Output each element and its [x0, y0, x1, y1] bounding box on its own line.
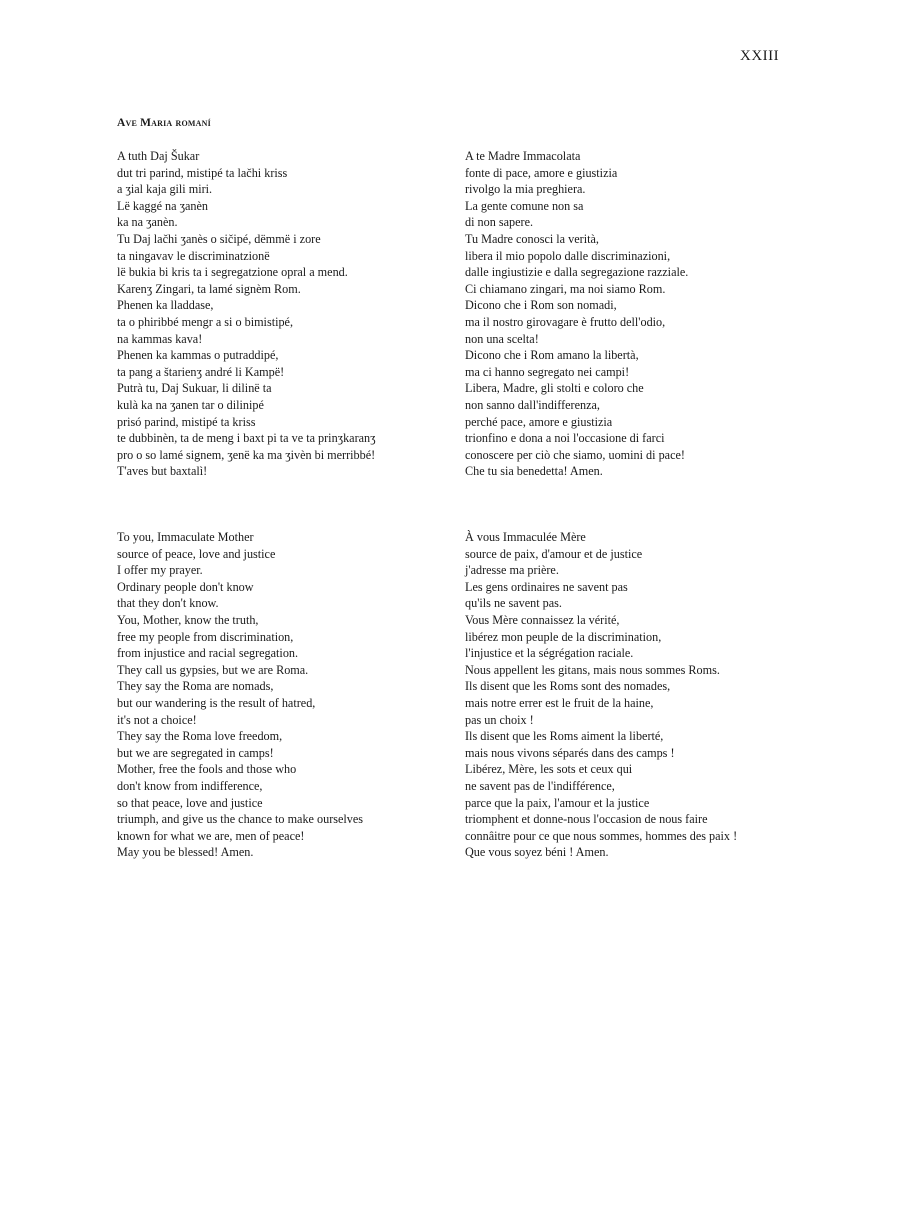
poem-line: trionfino e dona a noi l'occasione di farci: [465, 431, 665, 446]
poem-romani: [117, 148, 376, 480]
poem-line: connâitre pour ce que nous sommes, hommes des paix !: [465, 828, 738, 843]
page-number: XXIII: [740, 48, 780, 64]
poem-line: triomphent et donne-nous l'occasion de nous faire: [465, 812, 708, 827]
poem-line: Libera, Madre, gli stolti e coloro che: [465, 381, 644, 396]
poem-line: A tuth Daj Šukar: [117, 149, 200, 163]
poem-line: ma ci hanno segregato nei campi!: [465, 364, 630, 379]
poem-line: ne savent pas de l'indifférence,: [465, 778, 615, 793]
poem-line: May you be blessed! Amen.: [117, 845, 254, 860]
poem-line: They say the Roma love freedom,: [117, 729, 283, 744]
poem-line: Tu Madre conosci la verità,: [465, 231, 599, 246]
poem-line: Dicono che i Rom amano la libertà,: [465, 348, 639, 363]
poem-line: They call us gypsies, but we are Roma.: [117, 662, 309, 677]
poem-french: [465, 529, 737, 861]
poem-line: perché pace, amore e giustizia: [465, 414, 613, 429]
poem-line: that they don't know.: [117, 596, 219, 611]
poem-line: l'injustice et la ségrégation raciale.: [465, 646, 634, 661]
poem-line: but our wandering is the result of hatred,: [117, 695, 316, 710]
poem-line: Ils disent que les Roms aiment la liberté,: [465, 729, 664, 744]
poem-line: Que vous soyez béni ! Amen.: [465, 845, 609, 860]
poem-line: mais notre errer est le fruit de la haine,: [465, 695, 654, 710]
poem-line: I offer my prayer.: [117, 563, 203, 578]
poem-line: dalle ingiustizie e dalla segregazione razziale.: [465, 265, 689, 280]
poem-line: Dicono che i Rom son nomadi,: [465, 298, 617, 313]
poem-line: Lë kaggé na ʒanèn: [117, 198, 209, 213]
poem-line: ka na ʒanèn.: [117, 215, 178, 230]
poem-line: lë bukia bi kris ta i segregatzione opral a mend.: [117, 265, 348, 280]
poem-line: don't know from indifference,: [117, 778, 263, 793]
poem-line: Tu Daj lačhi ʒanès o sičipé, dëmmë i zore: [117, 231, 321, 246]
poem-line: Karenʒ Zingari, ta lamé signèm Rom.: [117, 281, 301, 296]
poem-line: prisó parind, mistipé ta kriss: [117, 414, 256, 429]
poem-line: Ci chiamano zingari, ma noi siamo Rom.: [465, 281, 666, 296]
poem-line: ta o phiribbé mengr a si o bimistipé,: [117, 314, 294, 329]
poem-line: ma il nostro girovagare è frutto dell'odio,: [465, 314, 666, 329]
poem-line: di non sapere.: [465, 215, 534, 230]
poem-line: non sanno dall'indifferenza,: [465, 397, 600, 412]
poem-line: source of peace, love and justice: [117, 546, 276, 561]
poem-line: known for what we are, men of peace!: [117, 828, 305, 843]
poem-line: but we are segregated in camps!: [117, 745, 274, 760]
poem-line: Phenen ka kammas o putraddipé,: [117, 348, 279, 363]
poem-line: Phenen ka lladdase,: [117, 298, 214, 313]
poem-line: conoscere per ciò che siamo, uomini di pace!: [465, 447, 685, 462]
poem-line: dut tri parind, mistipé ta lačhi kriss: [117, 165, 288, 180]
poem-line: j'adresse ma prière.: [465, 563, 559, 578]
poem-line: triumph, and give us the chance to make ourselves: [117, 812, 364, 827]
poem-line: kulà ka na ʒanen tar o dilinipé: [117, 397, 264, 412]
poem-line: libera il mio popolo dalle discriminazioni,: [465, 248, 671, 263]
poem-line: Mother, free the fools and those who: [117, 762, 297, 777]
poem-line: Libérez, Mère, les sots et ceux qui: [465, 762, 633, 777]
poem-title: Ave Maria romaní: [117, 117, 211, 129]
poem-line: pro o so lamé signem, ʒenë ka ma ʒivèn bi merribbé!: [117, 447, 376, 462]
poem-line: mais nous vivons séparés dans des camps !: [465, 745, 675, 760]
poem-line: fonte di pace, amore e giustizia: [465, 165, 618, 180]
poem-line: ta ningavav le discriminatzionë: [117, 248, 270, 263]
poem-line: na kammas kava!: [117, 331, 203, 346]
poem-line: Les gens ordinaires ne savent pas: [465, 579, 628, 594]
poem-line: La gente comune non sa: [465, 198, 584, 213]
poem-italian: [465, 148, 688, 480]
poem-english: [117, 529, 363, 861]
poem-line: To you, Immaculate Mother: [117, 530, 254, 544]
poem-line: te dubbinèn, ta de meng i baxt pi ta ve ta prinʒkaranʒ: [117, 431, 376, 446]
poem-line: it's not a choice!: [117, 712, 197, 727]
poem-line: libérez mon peuple de la discrimination,: [465, 629, 662, 644]
poem-line: source de paix, d'amour et de justice: [465, 546, 643, 561]
poem-line: parce que la paix, l'amour et la justice: [465, 795, 650, 810]
poem-line: pas un choix !: [465, 712, 534, 727]
poem-line: Ils disent que les Roms sont des nomades,: [465, 679, 671, 694]
poem-line: qu'ils ne savent pas.: [465, 596, 562, 611]
poem-line: so that peace, love and justice: [117, 795, 263, 810]
poem-line: T'aves but baxtalì!: [117, 464, 208, 479]
poem-line: rivolgo la mia preghiera.: [465, 182, 586, 197]
poem-line: Nous appellent les gitans, mais nous sommes Roms.: [465, 662, 720, 677]
poem-line: You, Mother, know the truth,: [117, 612, 259, 627]
poem-line: À vous Immaculée Mère: [465, 530, 586, 544]
poem-line: Vous Mère connaissez la vérité,: [465, 612, 620, 627]
poem-line: from injustice and racial segregation.: [117, 646, 299, 661]
poem-line: non una scelta!: [465, 331, 539, 346]
poem-line: They say the Roma are nomads,: [117, 679, 274, 694]
poem-line: ta pang a štarienʒ andré li Kampë!: [117, 364, 285, 379]
poem-line: Che tu sia benedetta! Amen.: [465, 464, 603, 479]
poem-line: Ordinary people don't know: [117, 579, 254, 594]
poem-line: free my people from discrimination,: [117, 629, 294, 644]
poem-line: a ʒial kaja gili miri.: [117, 182, 213, 197]
poem-line: Putrà tu, Daj Sukuar, li dilinë ta: [117, 381, 272, 396]
poem-line: A te Madre Immacolata: [465, 149, 581, 163]
